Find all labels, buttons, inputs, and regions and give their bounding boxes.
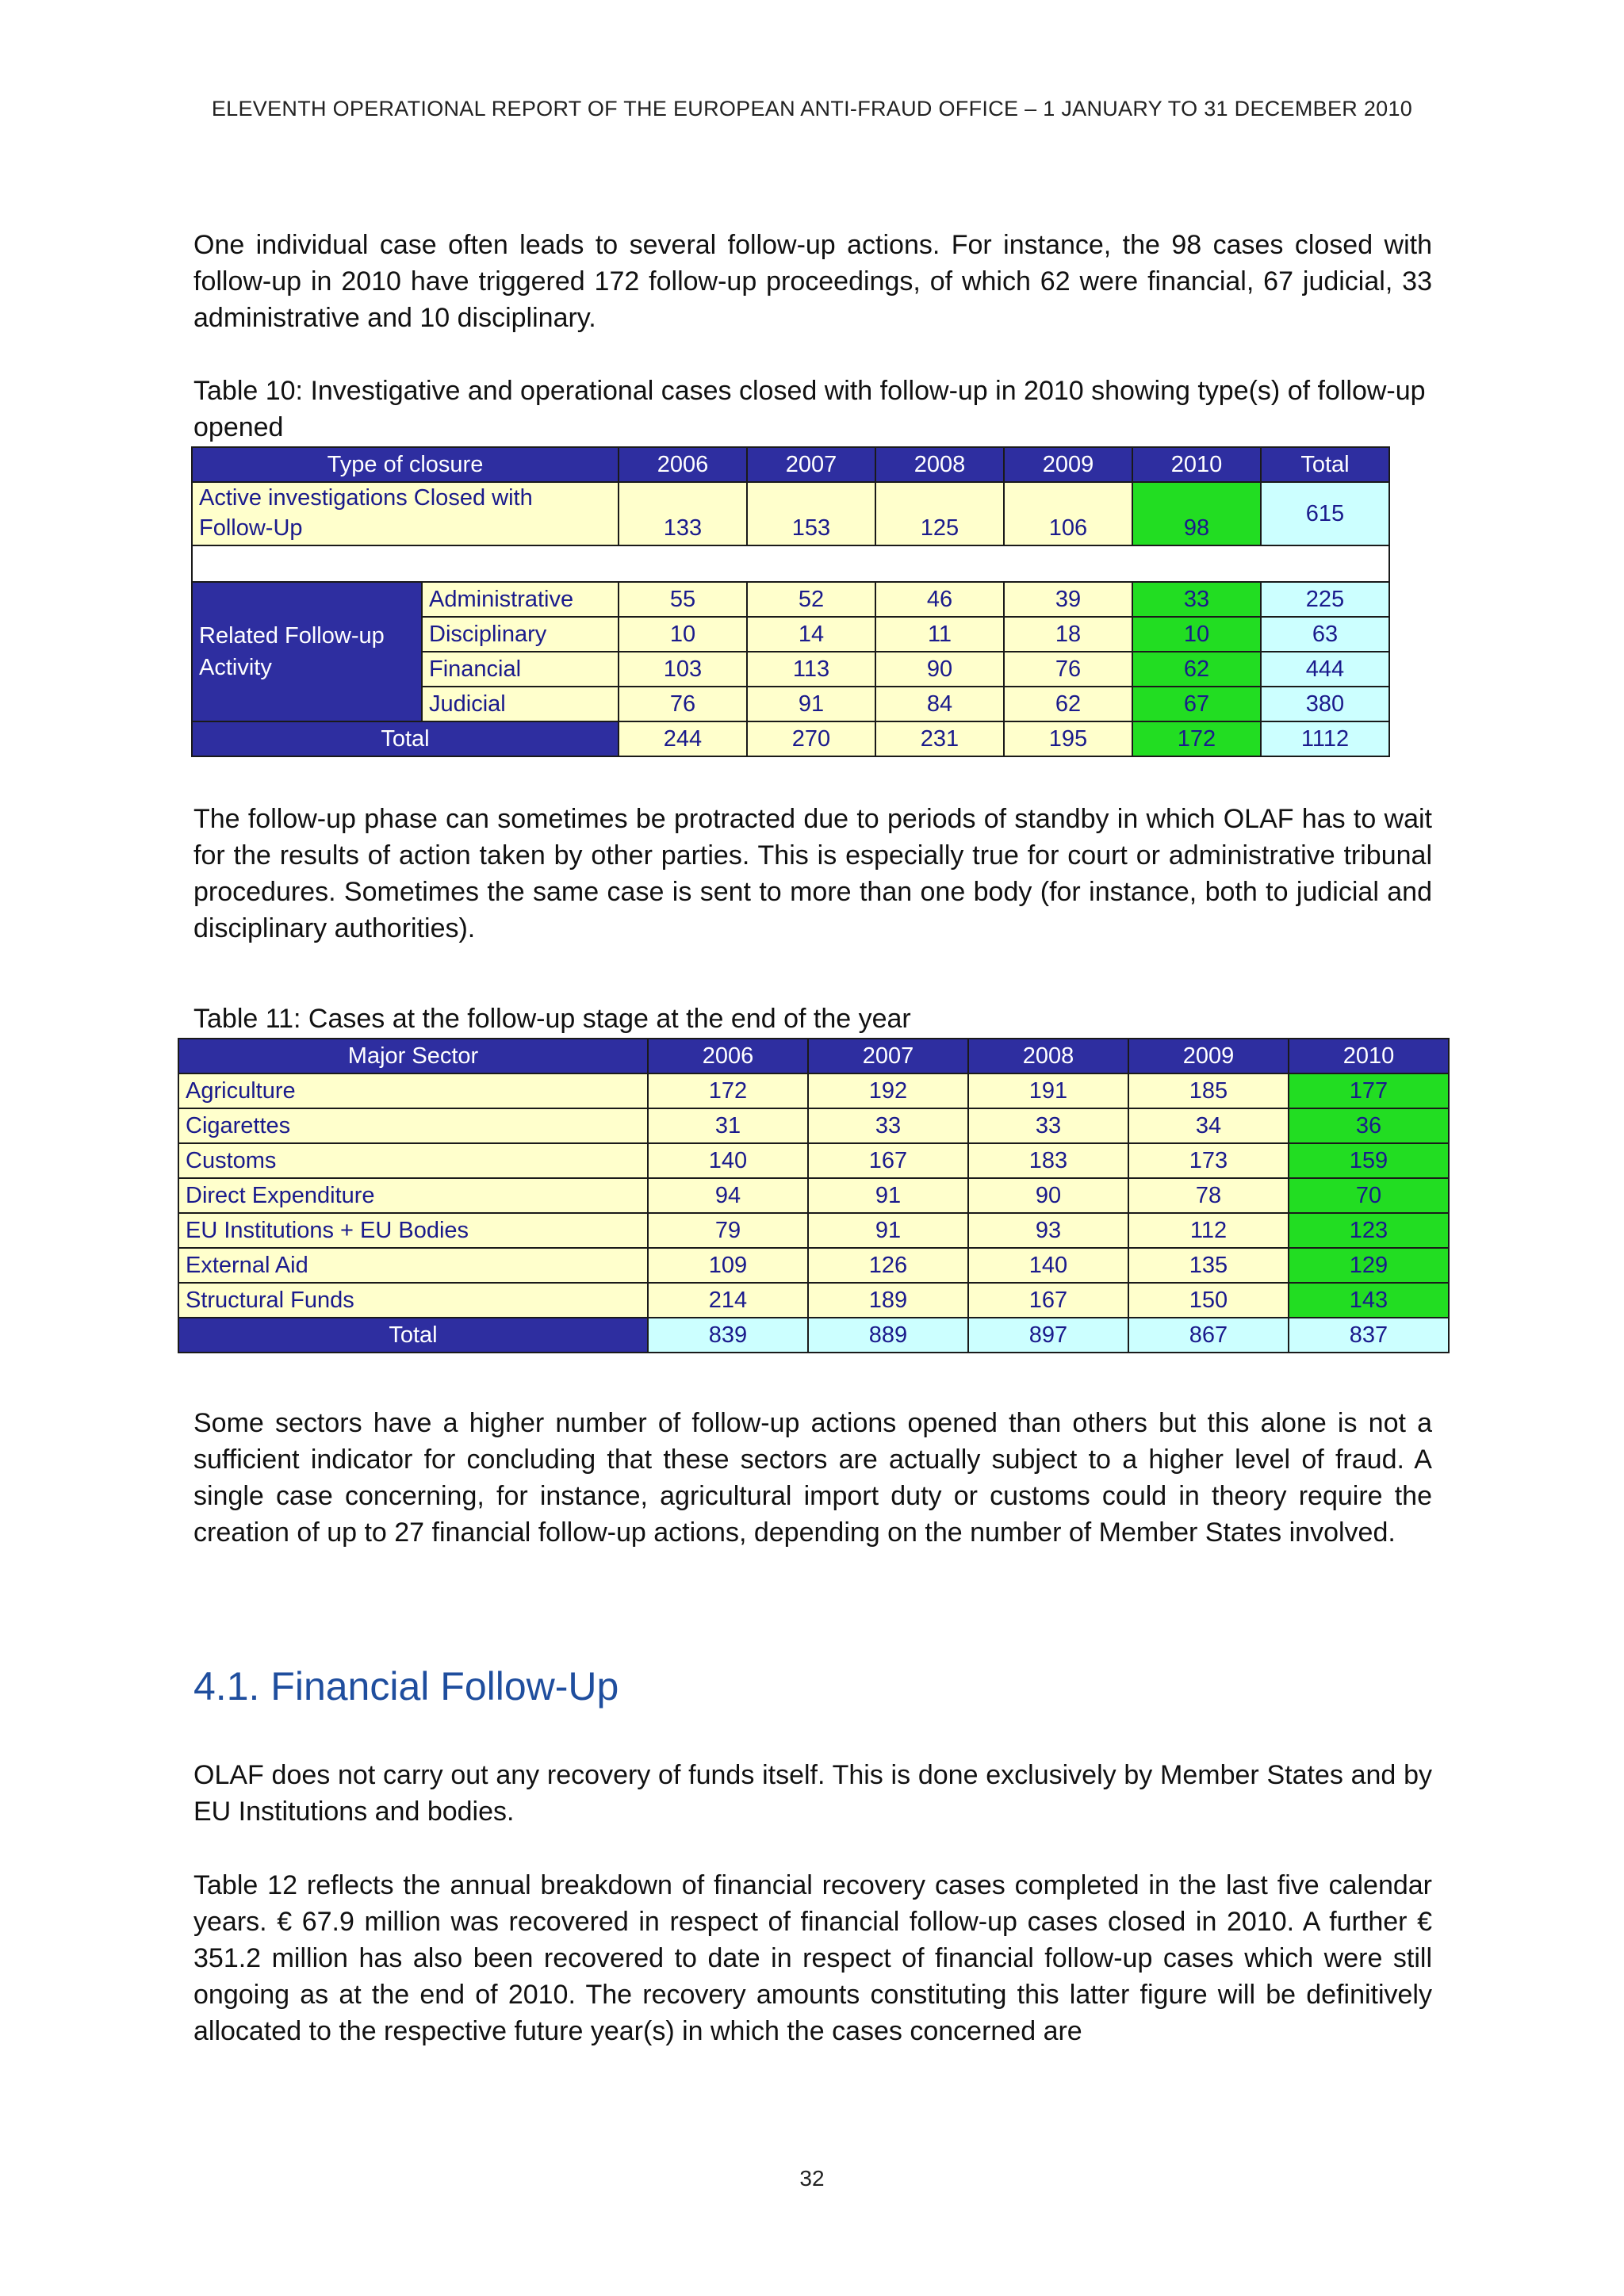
table-10-cell: 39 [1004,582,1132,617]
table-10-cell: 76 [619,687,747,721]
table-11-row-label: Structural Funds [178,1283,648,1318]
table-10-cell: 113 [747,652,875,687]
table-11 [178,1038,1450,1353]
table-11-row-label: Agriculture [178,1073,648,1108]
table-11-header-cell: 2009 [1128,1039,1289,1073]
table-10-cell: 231 [875,721,1004,756]
table-10-total-row [192,721,1389,756]
table-10-spacer [192,545,1389,582]
table-11-row-label: Direct Expenditure [178,1178,648,1213]
table-11-cell: 150 [1128,1283,1289,1318]
table-10-cell: 106 [1004,482,1132,545]
table-11-cell-total: 867 [1128,1318,1289,1353]
table-11-cell-total: 897 [968,1318,1128,1353]
table-10-cell-total: 225 [1261,582,1389,617]
table-10-cell: 125 [875,482,1004,545]
table-11-row-label: Cigarettes [178,1108,648,1143]
table-11-row-label: EU Institutions + EU Bodies [178,1213,648,1248]
table-11-row [178,1213,1449,1248]
table-11-cell-highlight: 159 [1289,1143,1449,1178]
table-11-cell: 214 [648,1283,808,1318]
table-10-cell: 153 [747,482,875,545]
table-11-cell: 31 [648,1108,808,1143]
table-10-group-label: Related Follow-up Activity [192,582,422,721]
table-10-cell-total: 615 [1261,482,1389,545]
table-11-row [178,1178,1449,1213]
table-11-row-label: External Aid [178,1248,648,1283]
table-10-cell-total: 1112 [1261,721,1389,756]
table-10-cell: 103 [619,652,747,687]
table-11-cell: 192 [808,1073,968,1108]
table-10-header-cell: 2007 [747,447,875,482]
table-11-cell: 172 [648,1073,808,1108]
table-11-cell: 112 [1128,1213,1289,1248]
table-10-cell: 46 [875,582,1004,617]
table-10-row [192,582,1389,617]
table-11-cell-highlight: 70 [1289,1178,1449,1213]
table-10-header-row [192,447,1389,482]
table-10-cell: 10 [619,617,747,652]
page-number: 32 [799,2166,825,2191]
table-10-row-label: Judicial [422,687,619,721]
table-11-cell: 126 [808,1248,968,1283]
table-11-cell: 33 [968,1108,1128,1143]
table-10-cell-highlight: 62 [1132,652,1261,687]
table-10-cell: 14 [747,617,875,652]
table-10-spacer-row [192,545,1389,582]
section-heading: 4.1. Financial Follow-Up [193,1664,619,1709]
paragraph-follow-up-phase: The follow-up phase can sometimes be protracted due to periods of standby in which OLAF has to wait for the results of action taken by other parties. This is especially true for court or administrative tribunal procedures. Sometimes the same case is sent to more than one body (for instance, both to judicial and disciplinary authorities). [193,804,1432,943]
table-11-cell-highlight: 123 [1289,1213,1449,1248]
table-11-row [178,1248,1449,1283]
table-10-cell-highlight: 10 [1132,617,1261,652]
table-11-header-row [178,1039,1449,1073]
paragraph-recovery-of-funds: OLAF does not carry out any recovery of funds itself. This is done exclusively by Member States and by EU Institutions and bodies. [193,1760,1432,1827]
table-11-cell: 90 [968,1178,1128,1213]
table-10-total-label: Total [192,721,619,756]
table-11-row-label: Customs [178,1143,648,1178]
table-11-header-cell: 2010 [1289,1039,1449,1073]
table-10-cell: 62 [1004,687,1132,721]
table-11-cell-highlight: 129 [1289,1248,1449,1283]
table-11-cell: 91 [808,1213,968,1248]
table-10-cell-highlight: 67 [1132,687,1261,721]
table-10-header-cell: 2009 [1004,447,1132,482]
table-10-header-cell: Type of closure [192,447,619,482]
table-11-cell: 167 [808,1143,968,1178]
table-10-cell: 76 [1004,652,1132,687]
table-11-cell-highlight: 143 [1289,1283,1449,1318]
table-11-row [178,1073,1449,1108]
table-10-cell: 270 [747,721,875,756]
paragraph-sectors: Some sectors have a higher number of follow-up actions opened than others but this alone is not a sufficient indicator for concluding that these sectors are actually subject to a higher level of fraud. A single case concerning, for instance, agricultural import duty or customs could in theory require the creation of up to 27 financial follow-up actions, depending on the number of Member States involved. [193,1408,1432,1548]
table-10-cell: 84 [875,687,1004,721]
table-10-cell: 133 [619,482,747,545]
table-11-total-label: Total [178,1318,648,1353]
table-10-cell-highlight: 98 [1132,482,1261,545]
table-10-active-row [192,482,1389,545]
table-10 [191,446,1390,757]
paragraph-table-12: Table 12 reflects the annual breakdown of financial recovery cases completed in the last five calendar years. € 67.9 million was recovered in respect of financial follow-up cases closed in 2010. A further € 351.2 million has also been recovered to date in respect of financial follow-up cases which were still ongoing as at the end of 2010. The recovery amounts constituting this latter figure will be definitively allocated to the respective future year(s) in which the cases concerned are [193,1870,1432,2046]
table-11-cell: 167 [968,1283,1128,1318]
table-11-cell: 185 [1128,1073,1289,1108]
table-11-row [178,1283,1449,1318]
table-10-cell-total: 380 [1261,687,1389,721]
table-10-cell: 55 [619,582,747,617]
table-10-cell-total: 444 [1261,652,1389,687]
table-10-header-cell: 2006 [619,447,747,482]
table-11-cell: 91 [808,1178,968,1213]
table-10-cell: 90 [875,652,1004,687]
table-11-cell: 79 [648,1213,808,1248]
table-11-cell: 34 [1128,1108,1289,1143]
table-10-row-label: Administrative [422,582,619,617]
table-11-header-cell: 2006 [648,1039,808,1073]
table-10-cell: 91 [747,687,875,721]
table-11-cell-highlight: 36 [1289,1108,1449,1143]
table-11-row [178,1108,1449,1143]
table-11-cell: 140 [648,1143,808,1178]
table-10-cell-highlight: 172 [1132,721,1261,756]
table-10-header-cell: 2010 [1132,447,1261,482]
table-10-caption: Table 10: Investigative and operational cases closed with follow-up in 2010 showing type(s) of follow-up opened [193,376,1426,442]
table-11-cell-total: 837 [1289,1318,1449,1353]
table-10-cell: 244 [619,721,747,756]
table-11-row [178,1143,1449,1178]
table-10-row-label: Financial [422,652,619,687]
table-11-cell: 189 [808,1283,968,1318]
table-11-cell: 94 [648,1178,808,1213]
table-11-cell: 109 [648,1248,808,1283]
table-11-total-row [178,1318,1449,1353]
paragraph-follow-up-actions: One individual case often leads to several follow-up actions. For instance, the 98 cases closed with follow-up in 2010 have triggered 172 follow-up proceedings, of which 62 were financial, 67 judicial, 33 administrative and 10 disciplinary. [193,230,1432,333]
table-11-header-cell: Major Sector [178,1039,648,1073]
table-10-cell: 18 [1004,617,1132,652]
table-10-cell: 11 [875,617,1004,652]
table-11-cell: 173 [1128,1143,1289,1178]
table-11-cell: 33 [808,1108,968,1143]
table-11-cell: 78 [1128,1178,1289,1213]
table-11-header-cell: 2007 [808,1039,968,1073]
table-10-header-cell: 2008 [875,447,1004,482]
table-11-cell: 93 [968,1213,1128,1248]
table-11-cell-total: 889 [808,1318,968,1353]
table-11-cell: 135 [1128,1248,1289,1283]
table-11-cell-highlight: 177 [1289,1073,1449,1108]
running-header: ELEVENTH OPERATIONAL REPORT OF THE EUROPEAN ANTI-FRAUD OFFICE – 1 JANUARY TO 31 DECEMBER 2010 [211,97,1413,121]
table-10-header-cell: Total [1261,447,1389,482]
table-11-header-cell: 2008 [968,1039,1128,1073]
table-11-cell-total: 839 [648,1318,808,1353]
table-10-cell-highlight: 33 [1132,582,1261,617]
table-11-cell: 183 [968,1143,1128,1178]
table-10-cell-total: 63 [1261,617,1389,652]
table-10-active-label: Active investigations Closed with Follow-Up [192,482,619,545]
table-11-cell: 191 [968,1073,1128,1108]
table-10-row-label: Disciplinary [422,617,619,652]
table-11-cell: 140 [968,1248,1128,1283]
table-10-cell: 52 [747,582,875,617]
table-10-cell: 195 [1004,721,1132,756]
table-11-caption: Table 11: Cases at the follow-up stage at the end of the year [193,1004,911,1034]
